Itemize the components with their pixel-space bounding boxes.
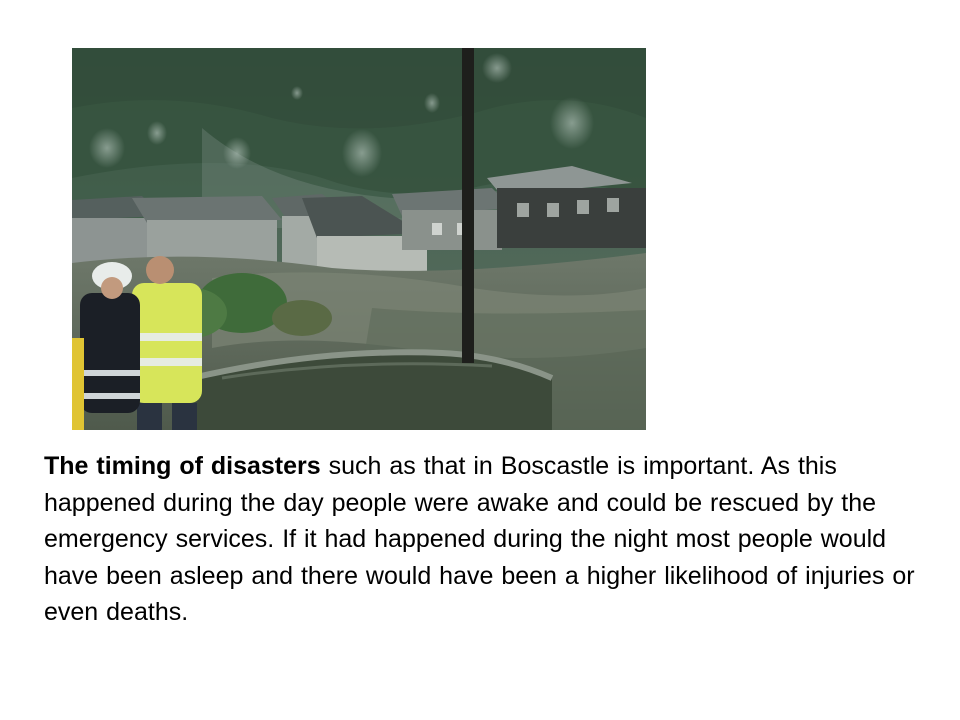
caption-lead: The timing of disasters [44,452,321,480]
caption-body: such as that in Boscastle is important. As this happened during the day people were awake and could be rescued by the emergency services. If it had happened during the night most people would have been asleep and there would have been a higher likelihood of injuries or even deaths. [44,452,915,626]
flood-photo [72,48,646,430]
flood-photo-illustration [72,48,646,430]
utility-pole [462,48,474,363]
caption-paragraph [44,448,924,631]
